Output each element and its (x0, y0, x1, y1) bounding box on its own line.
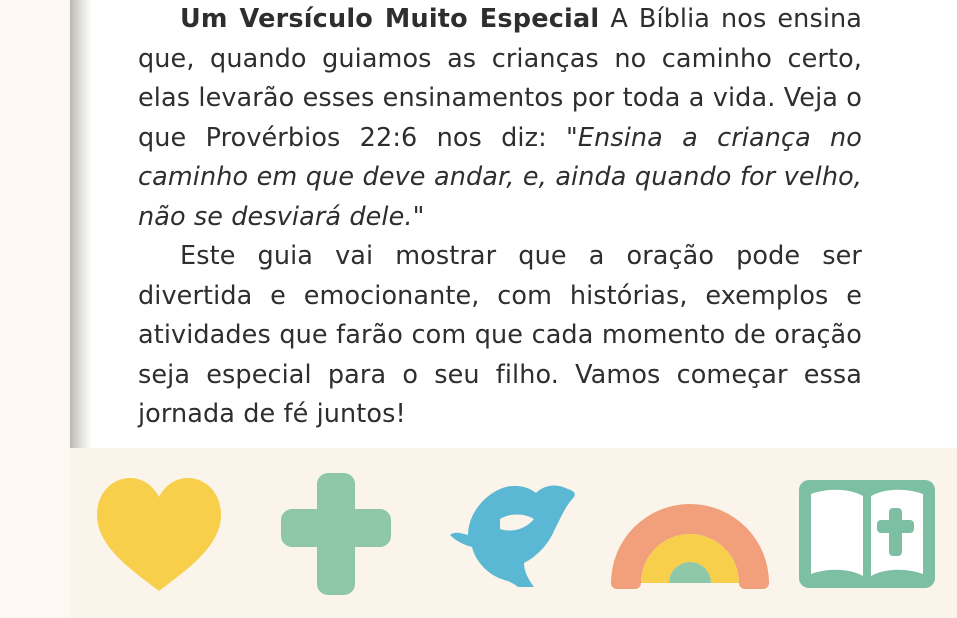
dove-icon (448, 479, 578, 589)
heart-icon-slot (70, 459, 247, 609)
bible-icon-slot (778, 459, 955, 609)
guide-paragraph (138, 237, 862, 435)
verse-paragraph-lead: Um Versículo Muito Especial (180, 4, 600, 34)
dove-icon-slot (424, 459, 601, 609)
bible-verse-quote: "Ensina a criança no caminho em que deve andar, e, ainda quando for velho, não se desviará dele." (138, 122, 862, 232)
rainbow-icon (605, 479, 775, 589)
cross-icon (281, 473, 391, 595)
cross-icon-slot (247, 459, 424, 609)
bible-icon (797, 474, 937, 594)
guide-paragraph-text: Este guia vai mostrar que a oração pode ser divertida e emocionante, com histórias, exemplos e atividades que farão com que cada momento de oração seja especial para o seu filho. Vamos começar essa jornada de fé juntos! (138, 241, 862, 429)
page-left-margin (0, 0, 70, 448)
text-column (138, 0, 862, 435)
heart-icon (93, 475, 225, 593)
footer-left-margin (0, 448, 70, 618)
verse-paragraph (138, 0, 862, 237)
rainbow-icon-slot (601, 459, 778, 609)
page-spine-shadow (70, 0, 92, 448)
footer-icon-row (70, 456, 957, 611)
verse-paragraph-body: A Bíblia nos ensina que, quando guiamos as crianças no caminho certo, elas levarão esses ensinamentos por toda a vida. Veja o que Provérbios 22:6 nos diz: (138, 4, 863, 153)
